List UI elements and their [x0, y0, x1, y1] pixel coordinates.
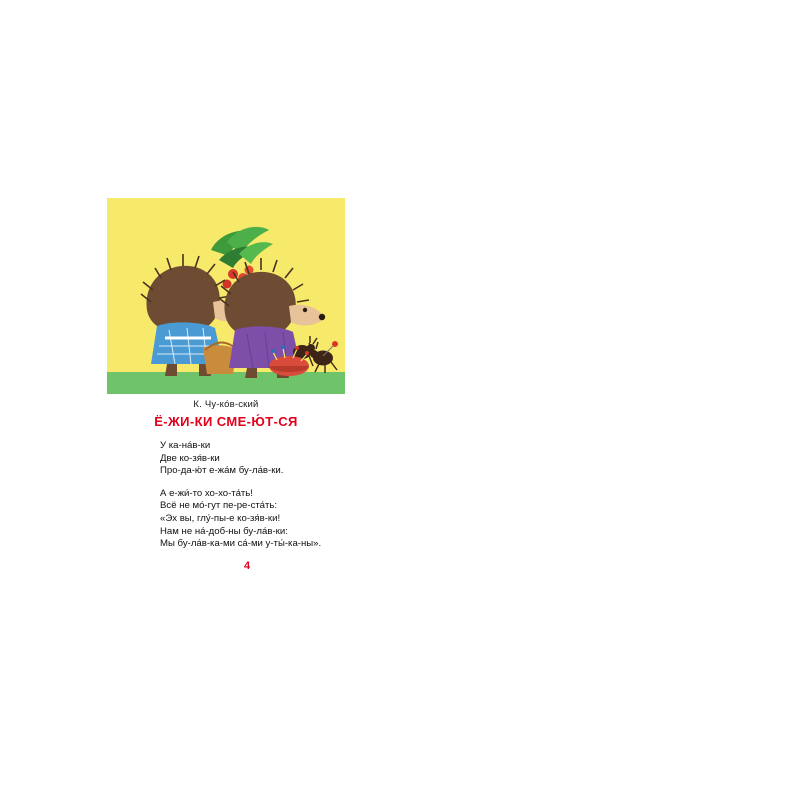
poem-line: А е-жи́-то хо-хо-та́ть!: [160, 487, 253, 499]
poem-line: Нам не на́-доб-ны бу-ла́в-ки:: [160, 525, 288, 537]
page-number: 4: [244, 560, 251, 572]
poem-line: Две ко-зя́в-ки: [160, 452, 220, 464]
right-page: [400, 0, 800, 800]
author-credit: К. Чу-ко́в-ский: [193, 399, 259, 410]
poem-line: Про-да-ю́т е-жа́м бу-ла́в-ки.: [160, 465, 284, 477]
stanza: [160, 488, 380, 551]
poem-line: «Эх вы, глу́-пы-е ко-зя́в-ки!: [160, 512, 281, 524]
hedgehogs-scene-svg: [107, 198, 345, 394]
poem-line: Всё не мо́-гут пе-ре-ста́ть:: [160, 500, 278, 512]
hedgehog-right: [219, 258, 325, 378]
illustration-hedgehogs: [107, 198, 345, 394]
page-title-left: Ё-ЖИ-КИ СМЕ-Ю́Т-СЯ: [154, 414, 298, 429]
poem-body-left: [160, 440, 380, 551]
stanza: [160, 440, 380, 478]
poem-line: Мы бу-ла́в-ка-ми са́-ми у-ты́-ка-ны».: [160, 538, 322, 550]
poem-line: У ка-на́в-ки: [160, 440, 211, 451]
